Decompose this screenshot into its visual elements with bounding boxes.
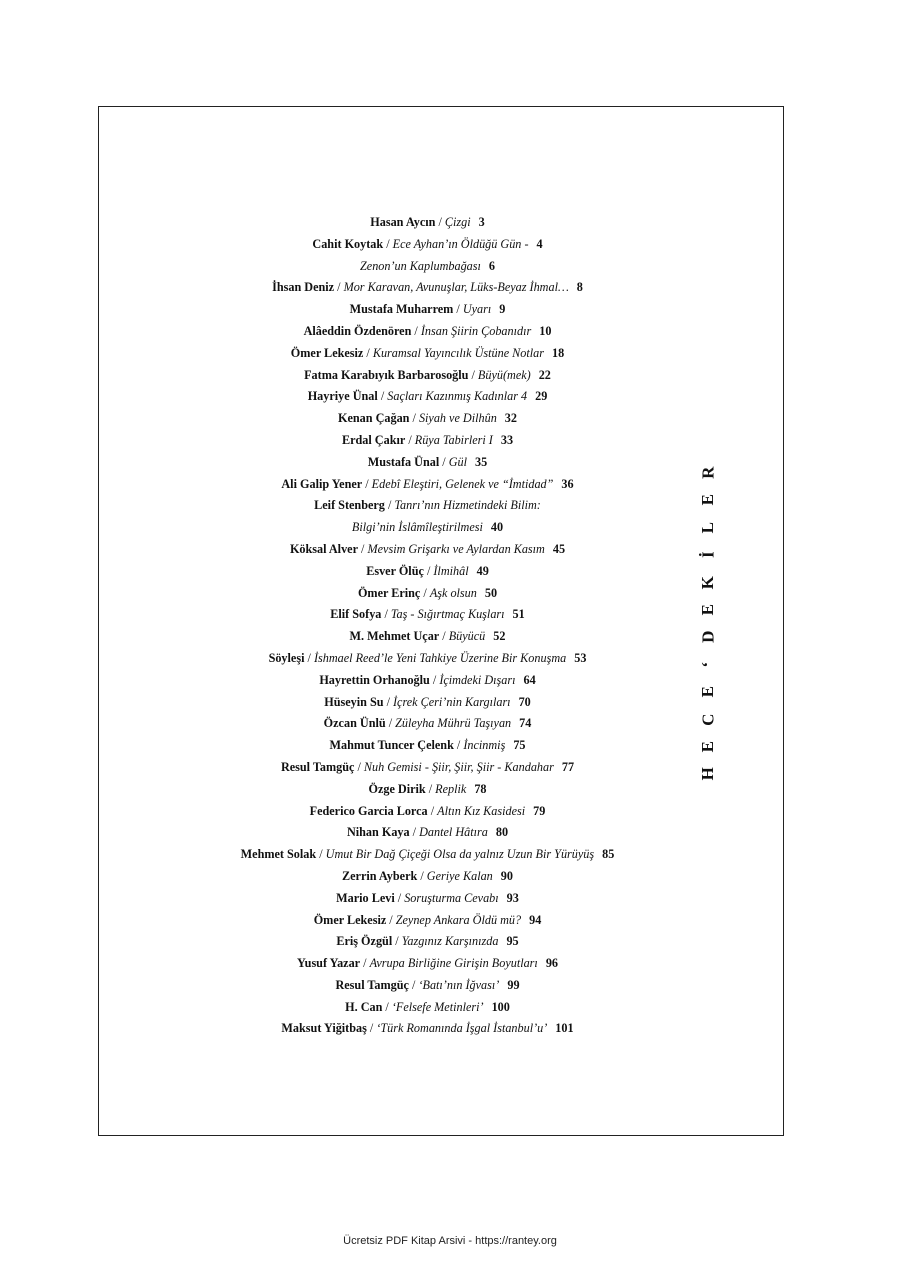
toc-page-number: 64 bbox=[523, 672, 536, 687]
toc-page-number: 50 bbox=[484, 585, 498, 600]
toc-author: Ömer Lekesiz bbox=[313, 912, 387, 927]
toc-page-number: 90 bbox=[500, 868, 513, 883]
toc-page-number: 96 bbox=[545, 956, 558, 971]
toc-author: Hayriye Ünal bbox=[307, 389, 378, 404]
toc-author: Söyleşi bbox=[268, 650, 305, 665]
toc-page-number: 45 bbox=[552, 541, 566, 556]
side-heading-letter: R bbox=[698, 466, 718, 479]
side-heading-letter: İ bbox=[698, 551, 718, 559]
side-heading-letter: E bbox=[698, 740, 718, 753]
toc-author: H. Can bbox=[345, 999, 383, 1014]
toc-page-number: 3 bbox=[478, 215, 485, 229]
toc-title: Replik bbox=[435, 781, 467, 796]
toc-title: Siyah ve Dilhûn bbox=[418, 411, 497, 426]
toc-title: Dantel Hâtıra bbox=[419, 825, 488, 840]
toc-entry: Özcan Ünlü / Züleyha Mührü Taşıyan 74 bbox=[323, 716, 532, 731]
toc-page-number: 40 bbox=[490, 520, 504, 535]
toc-title: Büyücü bbox=[448, 629, 486, 644]
toc-entry: Köksal Alver / Mevsim Grişarkı ve Aylardan Kasım 45 bbox=[289, 541, 566, 556]
toc-author: Mustafa Muharrem bbox=[349, 302, 454, 317]
toc-title: Tanrı’nın Hizmetindeki Bilim: bbox=[394, 498, 541, 513]
toc-entry: Hüseyin Su / İçrek Çeri’nin Kargıları 70 bbox=[324, 694, 531, 709]
toc-title: ‘Batı’nın İğvası’ bbox=[418, 977, 500, 992]
toc-page-number: 85 bbox=[602, 847, 615, 862]
toc-author: Mario Levi bbox=[336, 890, 395, 905]
toc-page-number: 80 bbox=[495, 825, 509, 840]
toc-entry: Fatma Karabıyık Barbarosoğlu / Büyü(mek) 22 bbox=[304, 367, 551, 382]
side-heading-letter: C bbox=[698, 713, 718, 726]
toc-page-number: 9 bbox=[499, 302, 506, 317]
toc-title: Kuramsal Yayıncılık Üstüne Notlar bbox=[372, 345, 545, 360]
toc-entry: Hayrettin Orhanoğlu / İçimdeki Dışarı 64 bbox=[319, 672, 536, 687]
side-heading-letter: K bbox=[698, 575, 718, 589]
toc-title: Soruşturma Cevabı bbox=[404, 890, 499, 905]
toc-author: Ömer Lekesiz bbox=[290, 345, 364, 360]
toc-entry: Esver Ölüç / İlmihâl 49 bbox=[366, 563, 489, 578]
toc-title: İshmael Reed’le Yeni Tahkiye Üzerine Bir Konuşma bbox=[313, 650, 567, 665]
toc-title: Zenon’un Kaplumbağası bbox=[360, 258, 481, 273]
toc-title: Ece Ayhan’ın Öldüğü Gün - bbox=[392, 236, 529, 251]
toc-author: Ömer Erinç bbox=[357, 585, 421, 600]
toc-title: İlmihâl bbox=[433, 563, 469, 578]
toc-page-number: 101 bbox=[555, 1021, 574, 1036]
toc-author: Esver Ölüç bbox=[366, 563, 424, 578]
toc-title: Zeynep Ankara Öldü mü? bbox=[395, 912, 522, 927]
side-heading-letter: L bbox=[698, 521, 718, 534]
toc-author: Yusuf Yazar bbox=[296, 956, 361, 971]
toc-author: Erdal Çakır bbox=[341, 432, 406, 447]
toc-page-number: 49 bbox=[476, 563, 489, 578]
toc-entry: Maksut Yiğitbaş / ‘Türk Romanında İşgal İstanbul’u’ 101 bbox=[281, 1021, 574, 1036]
toc-author: Eriş Özgül bbox=[336, 934, 393, 949]
toc-author: Mahmut Tuncer Çelenk bbox=[329, 738, 454, 753]
toc-author: Mehmet Solak bbox=[240, 847, 317, 862]
toc-page-number: 10 bbox=[539, 323, 552, 338]
toc-page-number: 33 bbox=[500, 432, 514, 447]
toc-entry: Federico Garcia Lorca / Altın Kız Kasidesi 79 bbox=[309, 803, 546, 818]
toc-author: Köksal Alver bbox=[289, 541, 358, 556]
toc-entry: Hasan Aycın / Çizgi 3 bbox=[370, 215, 485, 229]
toc-page-number: 51 bbox=[512, 607, 525, 622]
toc-page-number: 100 bbox=[491, 999, 510, 1014]
toc-title: Avrupa Birliğine Girişin Boyutları bbox=[369, 956, 538, 971]
toc-page-number: 95 bbox=[506, 934, 519, 949]
toc-author: Elif Sofya bbox=[330, 607, 382, 622]
toc-entry: Ömer Lekesiz / Kuramsal Yayıncılık Üstüne Notlar 18 bbox=[290, 345, 565, 360]
toc-entry: İhsan Deniz / Mor Karavan, Avunuşlar, Lüks-Beyaz İhmal… 8 bbox=[272, 280, 583, 295]
toc-entry: Erdal Çakır / Rüya Tabirleri I 33 bbox=[341, 432, 514, 447]
toc-author: Kenan Çağan bbox=[338, 411, 410, 426]
toc-author: Nihan Kaya bbox=[346, 825, 410, 840]
toc-title: İnsan Şiirin Çobanıdır bbox=[420, 323, 532, 338]
side-heading-letter: D bbox=[698, 630, 718, 644]
toc-author: Mustafa Ünal bbox=[367, 454, 440, 469]
toc-author: Hasan Aycın bbox=[370, 215, 436, 229]
toc-author: Özcan Ünlü bbox=[323, 716, 386, 731]
toc-title: Edebî Eleştiri, Gelenek ve “İmtidad” bbox=[371, 476, 554, 491]
toc-entry: M. Mehmet Uçar / Büyücü 52 bbox=[349, 629, 506, 644]
toc-page-number: 93 bbox=[506, 890, 519, 905]
toc-author: Ali Galip Yener bbox=[281, 476, 363, 491]
toc-author: M. Mehmet Uçar bbox=[349, 629, 440, 644]
side-heading-letter: ‘ bbox=[698, 661, 718, 668]
toc-page-number: 53 bbox=[574, 650, 587, 665]
toc-entry: Nihan Kaya / Dantel Hâtıra 80 bbox=[346, 825, 509, 840]
toc-title: Yazgınız Karşınızda bbox=[401, 934, 499, 949]
toc-title: Züleyha Mührü Taşıyan bbox=[395, 716, 512, 731]
toc-entry: H. Can / ‘Felsefe Metinleri’ 100 bbox=[345, 999, 510, 1014]
toc-author: Resul Tamgüç bbox=[335, 977, 409, 992]
toc-page-number: 6 bbox=[488, 258, 495, 273]
toc-author: Cahit Koytak bbox=[312, 236, 384, 251]
toc-page-number: 77 bbox=[561, 759, 575, 774]
toc-title: İçimdeki Dışarı bbox=[439, 672, 516, 687]
toc-entry: Mustafa Ünal / Gül 35 bbox=[367, 454, 488, 469]
toc-page-number: 74 bbox=[519, 716, 532, 731]
toc-title: İçrek Çeri’nin Kargıları bbox=[393, 694, 511, 709]
toc-page-number: 75 bbox=[513, 738, 526, 753]
toc-title: Uyarı bbox=[462, 302, 492, 317]
toc-entry: Resul Tamgüç / Nuh Gemisi - Şiir, Şiir, Şiir - Kandahar 77 bbox=[280, 759, 575, 774]
toc-title: Altın Kız Kasidesi bbox=[437, 803, 526, 818]
toc-entry: Mustafa Muharrem / Uyarı 9 bbox=[349, 302, 506, 317]
toc-entry: Hayriye Ünal / Saçları Kazınmış Kadınlar 4 29 bbox=[307, 389, 548, 404]
toc-title: Geriye Kalan bbox=[426, 868, 493, 883]
toc-entry: Zerrin Ayberk / Geriye Kalan 90 bbox=[342, 868, 513, 883]
toc-title: Mevsim Grişarkı ve Aylardan Kasım bbox=[367, 541, 545, 556]
toc-title: Umut Bir Dağ Çiçeği Olsa da yalnız Uzun Bir Yürüyüş bbox=[325, 847, 595, 862]
toc-author: Hüseyin Su bbox=[324, 694, 384, 709]
toc-author: İhsan Deniz bbox=[272, 280, 335, 295]
toc-entry: Özge Dirik / Replik 78 bbox=[368, 781, 487, 796]
toc-page-number: 8 bbox=[576, 280, 583, 295]
side-heading bbox=[698, 459, 723, 788]
toc-page-number: 35 bbox=[475, 454, 488, 469]
toc-title: Taş - Sığırtmaç Kuşları bbox=[390, 607, 505, 622]
toc-entry: Elif Sofya / Taş - Sığırtmaç Kuşları 51 bbox=[330, 607, 525, 622]
toc-author: Maksut Yiğitbaş bbox=[281, 1021, 367, 1036]
table-of-contents bbox=[0, 212, 855, 1040]
toc-page-number: 79 bbox=[533, 803, 546, 818]
toc-entry: Ömer Lekesiz / Zeynep Ankara Öldü mü? 94 bbox=[313, 912, 542, 927]
toc-page-number: 32 bbox=[504, 411, 517, 426]
toc-title: ‘Türk Romanında İşgal İstanbul’u’ bbox=[376, 1021, 548, 1036]
side-heading-letter: E bbox=[698, 686, 718, 698]
toc-page-number: 94 bbox=[529, 912, 542, 927]
toc-title: Rüya Tabirleri I bbox=[414, 432, 493, 447]
toc-title: Aşk olsun bbox=[429, 585, 477, 600]
toc-page-number: 29 bbox=[535, 389, 548, 404]
toc-page-number: 99 bbox=[507, 977, 520, 992]
toc-entry: Cahit Koytak / Ece Ayhan’ın Öldüğü Gün - 4 bbox=[312, 236, 543, 251]
toc-title: ‘Felsefe Metinleri’ bbox=[391, 999, 484, 1014]
toc-author: Federico Garcia Lorca bbox=[309, 803, 428, 818]
toc-author: Leif Stenberg bbox=[314, 498, 385, 513]
toc-author: Özge Dirik bbox=[368, 781, 426, 796]
toc-entry: Alâeddin Özdenören / İnsan Şiirin Çobanıdır 10 bbox=[303, 323, 552, 338]
toc-entry: Mahmut Tuncer Çelenk / İncinmiş 75 bbox=[329, 738, 526, 753]
toc-author: Zerrin Ayberk bbox=[342, 868, 418, 883]
side-heading-letter: H bbox=[698, 767, 718, 781]
toc-title: Saçları Kazınmış Kadınlar 4 bbox=[387, 389, 528, 404]
toc-page-number: 36 bbox=[561, 476, 574, 491]
toc-entry: Mehmet Solak / Umut Bir Dağ Çiçeği Olsa da yalnız Uzun Bir Yürüyüş 85 bbox=[240, 847, 615, 862]
toc-title: Nuh Gemisi - Şiir, Şiir, Şiir - Kandahar bbox=[363, 759, 554, 774]
toc-page-number: 70 bbox=[518, 694, 531, 709]
toc-page-number: 18 bbox=[552, 345, 565, 360]
toc-page-number: 22 bbox=[538, 367, 551, 382]
toc-entry: Yusuf Yazar / Avrupa Birliğine Girişin Boyutları 96 bbox=[296, 956, 558, 971]
toc-page-number: 78 bbox=[474, 781, 487, 796]
toc-entry: Kenan Çağan / Siyah ve Dilhûn 32 bbox=[338, 411, 517, 426]
toc-title: Mor Karavan, Avunuşlar, Lüks-Beyaz İhmal… bbox=[343, 280, 569, 295]
toc-page-number: 52 bbox=[493, 629, 506, 644]
toc-author: Hayrettin Orhanoğlu bbox=[319, 672, 430, 687]
toc-author: Fatma Karabıyık Barbarosoğlu bbox=[304, 367, 469, 382]
toc-author: Resul Tamgüç bbox=[280, 759, 355, 774]
toc-entry bbox=[0, 517, 855, 539]
toc-title: Gül bbox=[448, 454, 467, 469]
toc-entry: Resul Tamgüç / ‘Batı’nın İğvası’ 99 bbox=[335, 977, 520, 992]
toc-entry bbox=[0, 256, 855, 278]
toc-page-number: 4 bbox=[536, 236, 543, 251]
footer-text[interactable]: Ücretsiz PDF Kitap Arsivi - https://rantey.org bbox=[343, 1235, 557, 1247]
toc-title: Çizgi bbox=[444, 215, 471, 229]
toc-entry: Eriş Özgül / Yazgınız Karşınızda 95 bbox=[336, 934, 519, 949]
toc-title: Büyü(mek) bbox=[477, 367, 531, 382]
toc-title: Bilgi’nin İslâmîleştirilmesi bbox=[351, 520, 483, 535]
toc-entry: Söyleşi / İshmael Reed’le Yeni Tahkiye Üzerine Bir Konuşma 53 bbox=[268, 650, 587, 665]
toc-title: İncinmiş bbox=[463, 738, 506, 753]
side-heading-letter: E bbox=[698, 603, 718, 616]
toc-author: Alâeddin Özdenören bbox=[303, 323, 412, 338]
toc-entry: Ali Galip Yener / Edebî Eleştiri, Gelenek ve “İmtidad” 36 bbox=[281, 476, 574, 491]
toc-entry: Mario Levi / Soruşturma Cevabı 93 bbox=[336, 890, 519, 905]
toc-entry: Leif Stenberg / Tanrı’nın Hizmetindeki Bilim: bbox=[314, 498, 541, 513]
toc-entry: Ömer Erinç / Aşk olsun 50 bbox=[357, 585, 498, 600]
side-heading-letter: E bbox=[698, 494, 718, 506]
